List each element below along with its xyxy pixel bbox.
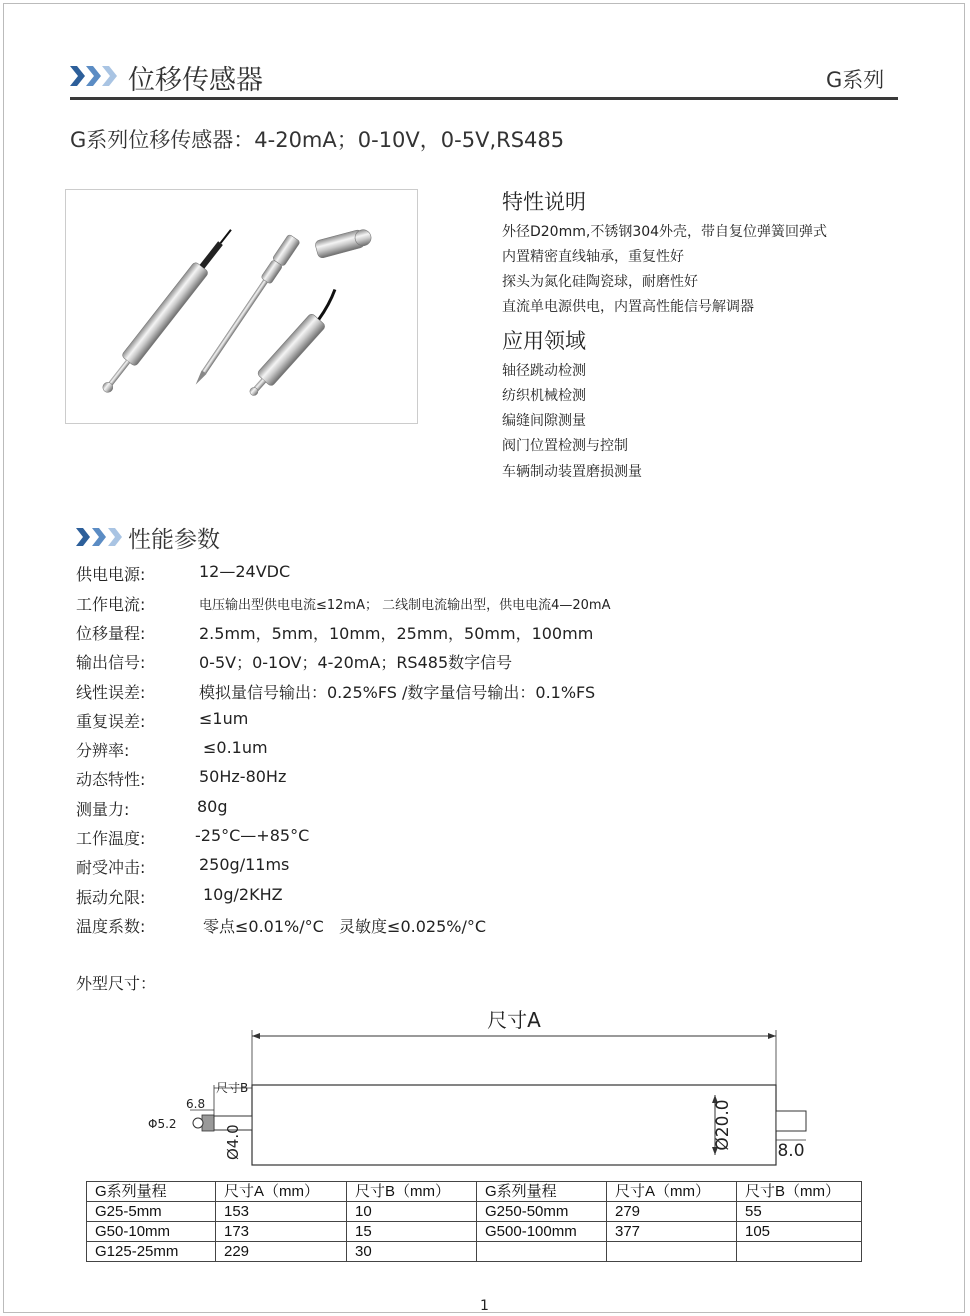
table-header-cell: 尺寸A（mm） <box>607 1182 737 1202</box>
performance-heading: 性能参数 <box>128 527 220 553</box>
spec-value: 12—24VDC <box>199 562 291 581</box>
table-cell: 173 <box>216 1222 347 1242</box>
table-row <box>87 1222 862 1242</box>
table-cell: G25-5mm <box>87 1202 216 1222</box>
page-title: 位移传感器 <box>128 65 263 96</box>
chevrons-icon <box>70 64 122 88</box>
spec-label: 工作电流: <box>76 595 146 614</box>
feature-item: 直流单电源供电，内置高性能信号解调器 <box>502 299 754 315</box>
spec-value: 2.5mm，5mm，10mm，25mm，50mm，100mm <box>199 624 594 643</box>
table-header-cell: G系列量程 <box>477 1182 607 1202</box>
table-header-cell: 尺寸B（mm） <box>737 1182 862 1202</box>
table-cell: 10 <box>347 1202 477 1222</box>
table-cell: G250-50mm <box>477 1202 607 1222</box>
table-header-cell: 尺寸A（mm） <box>216 1182 347 1202</box>
spec-value: 10g/2KHZ <box>203 885 283 904</box>
spec-value: 零点≤0.01%/°C 灵敏度≤0.025%/°C <box>203 917 487 936</box>
features-heading: 特性说明 <box>502 190 586 214</box>
table-cell: 105 <box>737 1222 862 1242</box>
spec-value: 0-5V；0-1OV；4-20mA；RS485数字信号 <box>199 653 513 672</box>
feature-item: 内置精密直线轴承，重复性好 <box>502 249 684 265</box>
spec-label: 线性误差: <box>76 683 146 702</box>
dim-a-label: 尺寸A <box>487 1008 541 1032</box>
d3-label: Ø4.0 <box>224 1124 242 1160</box>
application-item: 轴径跳动检测 <box>502 363 586 379</box>
table-cell: 377 <box>607 1222 737 1242</box>
table-cell: 279 <box>607 1202 737 1222</box>
feature-item: 外径D20mm,不锈钢304外壳，带自复位弹簧回弹式 <box>502 224 828 240</box>
spec-label: 工作温度: <box>76 829 146 848</box>
spec-label: 分辨率: <box>76 741 130 760</box>
application-item: 车辆制动装置磨损测量 <box>502 464 642 480</box>
spec-label: 供电电源: <box>76 565 146 584</box>
table-header-row <box>87 1182 862 1202</box>
spec-value: 模拟量信号输出：0.25%FS /数字量信号输出：0.1%FS <box>199 683 596 702</box>
page-number: 1 <box>480 1298 489 1314</box>
table-cell: G50-10mm <box>87 1222 216 1242</box>
spec-value: 电压输出型供电电流≤12mA； 二线制电流输出型，供电电流4—20mA <box>199 598 611 613</box>
spec-label: 振动允限: <box>76 888 146 907</box>
table-cell: 15 <box>347 1222 477 1242</box>
table-cell: 30 <box>347 1242 477 1262</box>
dim-b-label: 尺寸B <box>216 1081 249 1095</box>
spec-value: ≤1um <box>199 709 249 728</box>
chevrons-icon <box>76 526 128 548</box>
table-cell: G500-100mm <box>477 1222 607 1242</box>
table-row <box>87 1202 862 1222</box>
table-cell: G125-25mm <box>87 1242 216 1262</box>
spec-value: -25°C—+85°C <box>195 826 310 845</box>
table-cell: 229 <box>216 1242 347 1262</box>
application-item: 编缝间隙测量 <box>502 413 586 429</box>
spec-value: ≤0.1um <box>203 738 268 757</box>
outline-label: 外型尺寸： <box>76 974 157 993</box>
dimension-drawing <box>140 1000 840 1175</box>
spec-label: 耐受冲击: <box>76 858 146 877</box>
application-item: 纺织机械检测 <box>502 388 586 404</box>
d2-label: Φ5.2 <box>148 1117 177 1131</box>
feature-item: 探头为氮化硅陶瓷球，耐磨性好 <box>502 274 698 290</box>
spec-label: 输出信号: <box>76 653 146 672</box>
spec-label: 测量力: <box>76 800 130 819</box>
spec-label: 位移量程: <box>76 624 146 643</box>
series-label: G系列 <box>826 68 885 92</box>
product-subtitle: G系列位移传感器：4-20mA；0-10V，0-5V,RS485 <box>70 128 565 152</box>
table-header-cell: 尺寸B（mm） <box>347 1182 477 1202</box>
spec-label: 温度系数: <box>76 917 146 936</box>
table-row <box>87 1242 862 1262</box>
product-photo <box>65 189 418 424</box>
sensor-body <box>252 1085 776 1165</box>
table-header-cell: G系列量程 <box>87 1182 216 1202</box>
application-item: 阀门位置检测与控制 <box>502 438 628 454</box>
applications-heading: 应用领域 <box>502 329 586 353</box>
d4-label: Ø20.0 <box>713 1099 733 1151</box>
spec-value: 50Hz-80Hz <box>199 767 287 786</box>
table-cell <box>737 1242 862 1262</box>
header-rule <box>70 97 898 100</box>
d5-label: 8.0 <box>777 1141 805 1161</box>
spec-label: 动态特性: <box>76 770 146 789</box>
spec-label: 重复误差: <box>76 712 146 731</box>
dimension-table <box>86 1181 862 1262</box>
table-cell <box>477 1242 607 1262</box>
table-cell: 153 <box>216 1202 347 1222</box>
table-cell: 55 <box>737 1202 862 1222</box>
spec-value: 80g <box>197 797 228 816</box>
spec-value: 250g/11ms <box>199 855 290 874</box>
table-cell <box>607 1242 737 1262</box>
d1-label: 6.8 <box>186 1097 206 1111</box>
